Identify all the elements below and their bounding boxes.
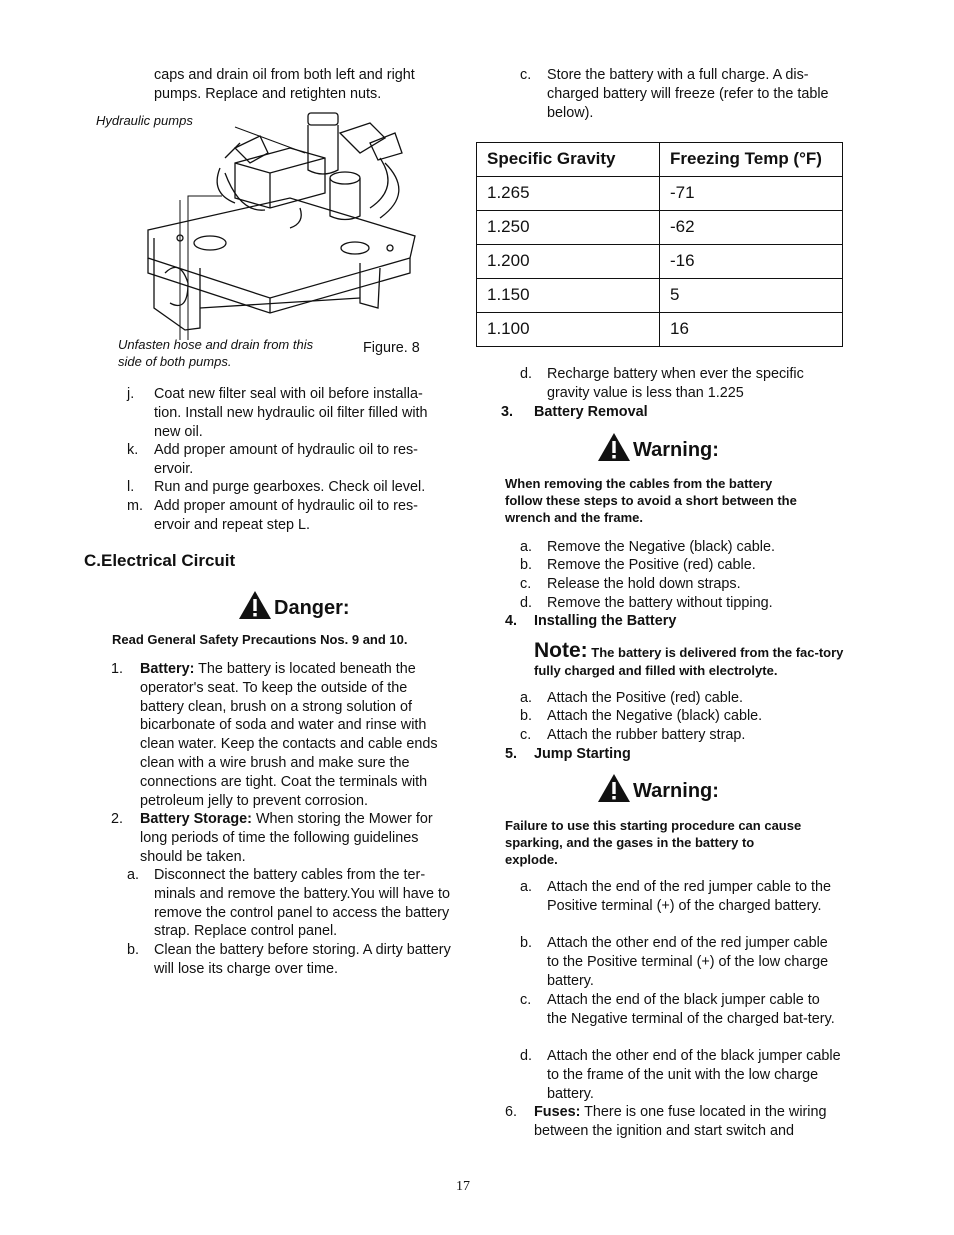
storage-step-c: c. Store the battery with a full charge. A dis-charged battery will freeze (refer to the table below). [520,67,829,121]
warning-title: Warning: [633,439,719,461]
item-fuses: 6. Fuses: There is one fuse located in the wiring between the ignition and start switch and [505,1104,827,1139]
table-row [477,245,843,279]
removal-step-d: d. Remove the battery without tipping. [520,595,773,611]
table-cell: 1.250 [477,211,660,245]
table-row [477,211,843,245]
table-row [477,313,843,347]
jump-step-a: a. Attach the end of the red jumper cable to the Positive terminal (+) of the charged battery. [520,879,831,914]
note-text: The battery is delivered from the fac-tory fully charged and filled with electrolyte. [534,645,844,678]
table-cell: -16 [660,245,843,279]
note-label: Note: [534,639,588,662]
table-cell: 1.100 [477,313,660,347]
table-cell: 5 [660,279,843,313]
jump-step-b: b. Attach the other end of the red jumper cable to the Positive terminal (+) of the low charge battery. [520,935,829,989]
table-cell: -71 [660,177,843,211]
table-cell: 1.265 [477,177,660,211]
jump-step-c: c. Attach the end of the black jumper cable to the Negative terminal of the charged bat-tery. [520,992,835,1027]
jump-step-d: d. Attach the other end of the black jumper cable to the frame of the unit with the low charge battery. [520,1048,841,1102]
figure-label-unfasten-hose: Unfasten hose and drain from this side of both pumps. [118,337,314,369]
step-j: j. Coat new filter seal with oil before installa-tion. Install new hydraulic oil filter filled with new oil. [127,386,428,440]
section-title-electrical-circuit: C.Electrical Circuit [84,551,236,570]
warning-text-removal: When removing the cables from the battery follow these steps to avoid a short between the wrench and the frame. [505,476,797,525]
removal-step-c: c. Release the hold down straps. [520,576,741,592]
step-m: m. Add proper amount of hydraulic oil to res-ervoir and repeat step L. [127,498,418,533]
freezing-temp-table [476,142,843,347]
section-battery-removal: 3. Battery Removal [501,404,648,420]
warning-triangle-icon [597,773,631,803]
danger-triangle-icon [238,590,272,620]
step-l: l. Run and purge gearboxes. Check oil level. [127,479,426,495]
section-installing-battery: 4. Installing the Battery [505,613,677,629]
warning-text-jump: Failure to use this starting procedure can cause sparking, and the gases in the battery to explode. [505,818,802,867]
table-cell: 1.200 [477,245,660,279]
page-number: 17 [456,1179,470,1194]
item-battery: 1. Battery: The battery is located beneath the operator's seat. To keep the outside of the battery clean, brush on a strong solution of bicarbonate of soda and water and rinse with clean water. Keep the contacts and cable ends clean with a wire brush and make sure the connections are tight. Coat the terminals with petroleum jelly to prevent corrosion. [111,661,438,809]
storage-step-b: b. Clean the battery before storing. A dirty battery will lose its charge over time. [127,942,451,977]
install-note [534,640,844,679]
install-step-c: c. Attach the rubber battery strap. [520,727,746,743]
storage-step-d: d. Recharge battery when ever the specific gravity value is less than 1.225 [520,366,804,401]
removal-step-a: a. Remove the Negative (black) cable. [520,539,775,555]
item-battery-storage: 2. Battery Storage: When storing the Mower for long periods of time the following guidelines should be taken. [111,811,433,865]
storage-step-a: a. Disconnect the battery cables from the ter-minals and remove the battery.You will have to remove the control panel to access the battery strap. Replace control panel. [127,867,450,940]
table-header: Freezing Temp (°F) [660,143,843,177]
table-cell: -62 [660,211,843,245]
table-row [477,177,843,211]
install-step-b: b. Attach the Negative (black) cable. [520,708,763,724]
hydraulic-pumps-illustration [140,108,430,340]
table-cell: 1.150 [477,279,660,313]
table-header-row [477,143,843,177]
section-jump-starting: 5. Jump Starting [505,746,631,762]
table-cell: 16 [660,313,843,347]
removal-step-b: b. Remove the Positive (red) cable. [520,557,756,573]
warning-heading-removal [597,432,719,462]
install-step-a: a. Attach the Positive (red) cable. [520,690,743,706]
danger-heading [238,590,350,620]
warning-triangle-icon [597,432,631,462]
warning-title: Warning: [633,780,719,802]
table-header: Specific Gravity [477,143,660,177]
intro-paragraph: caps and drain oil from both left and right pumps. Replace and retighten nuts. [154,67,415,102]
table-row [477,279,843,313]
danger-title: Danger: [274,597,350,619]
figure-caption: Figure. 8 [363,340,420,356]
figure-label-hydraulic-pumps: Hydraulic pumps [96,113,193,128]
step-k: k. Add proper amount of hydraulic oil to res-ervoir. [127,442,418,477]
warning-heading-jump [597,773,719,803]
danger-text: Read General Safety Precautions Nos. 9 and 10. [112,632,408,647]
